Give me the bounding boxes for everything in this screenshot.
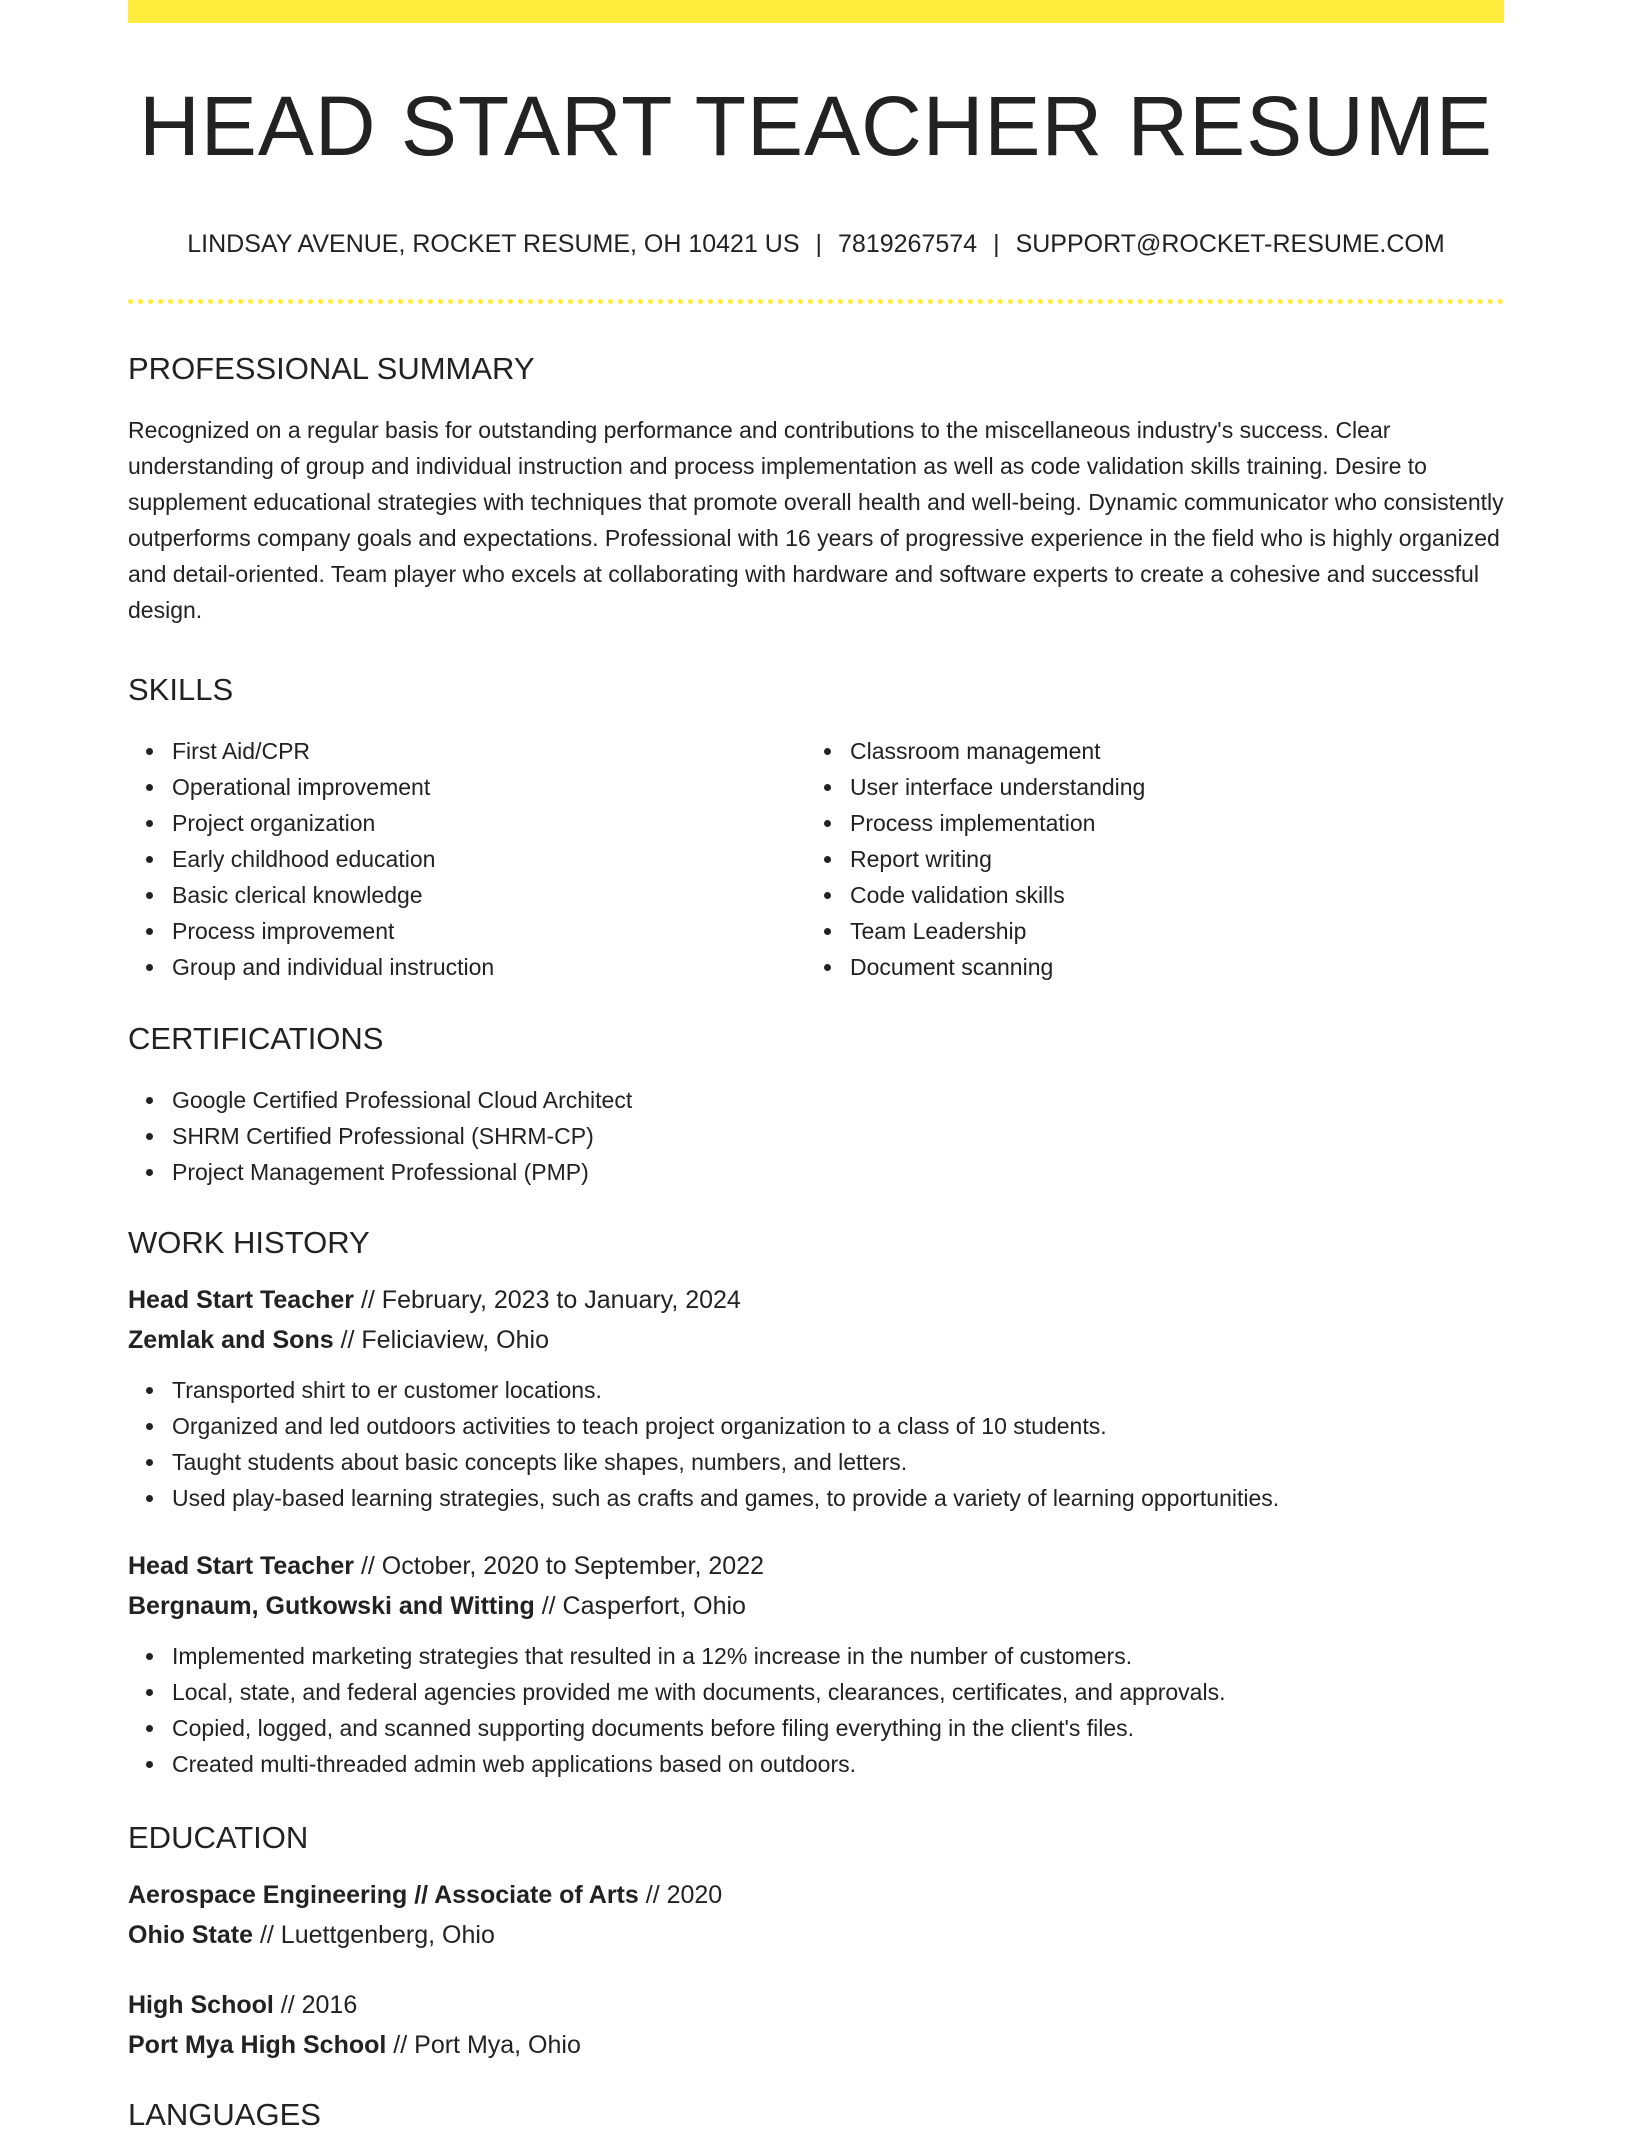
- skills-grid: [128, 733, 1504, 985]
- education-degree-line: [128, 1985, 1504, 2025]
- contact-line: [128, 232, 1504, 257]
- certification-item: Google Certified Professional Cloud Architect: [128, 1082, 1504, 1118]
- job-location: // Casperfort, Ohio: [534, 1592, 746, 1620]
- job-duty: Copied, logged, and scanned supporting documents before filing everything in the client's files.: [128, 1710, 1504, 1746]
- resume-page: [128, 0, 1504, 2130]
- job-duty: Taught students about basic concepts like shapes, numbers, and letters.: [128, 1444, 1504, 1480]
- skill-item: Early childhood education: [128, 841, 806, 877]
- skill-item: Classroom management: [806, 733, 1484, 769]
- contact-address: LINDSAY AVENUE, ROCKET RESUME, OH 10421 US: [187, 230, 800, 258]
- header-divider: [128, 299, 1504, 304]
- education-degree: Aerospace Engineering // Associate of Arts: [128, 1881, 639, 1909]
- skill-item: Document scanning: [806, 949, 1484, 985]
- job-duty: Used play-based learning strategies, such as crafts and games, to provide a variety of learning opportunities.: [128, 1480, 1504, 1516]
- education-degree: High School: [128, 1991, 274, 2019]
- skill-item: Process implementation: [806, 805, 1484, 841]
- certifications-list: [128, 1082, 1504, 1190]
- skill-item: Team Leadership: [806, 913, 1484, 949]
- job-duties-list: [128, 1638, 1504, 1782]
- job-company: Zemlak and Sons: [128, 1326, 334, 1354]
- education-location: // Port Mya, Ohio: [386, 2031, 581, 2059]
- skill-item: Report writing: [806, 841, 1484, 877]
- contact-phone: 7819267574: [838, 230, 978, 258]
- skills-heading: SKILLS: [128, 672, 234, 707]
- education-school-line: [128, 2025, 1504, 2065]
- work-history-heading: WORK HISTORY: [128, 1225, 370, 1260]
- education-school-line: [128, 1915, 1504, 1955]
- skill-item: Basic clerical knowledge: [128, 877, 806, 913]
- summary-text: Recognized on a regular basis for outstanding performance and contributions to the miscellaneous industry's success. Clear understanding of group and individual instruction and process implementation as well as code validation skills training. Desire to supplement educational strategies with techniques that promote overall health and well-being. Dynamic communicator who consistently outperforms company goals and expectations. Professional with 16 years of progressive experience in the field who is highly organized and detail-oriented. Team player who excels at collaborating with hardware and software experts to create a cohesive and successful design.: [128, 417, 1504, 623]
- skill-item: Operational improvement: [128, 769, 806, 805]
- education-heading: EDUCATION: [128, 1820, 309, 1855]
- job-title-line: [128, 1280, 1504, 1320]
- job-company-line: [128, 1320, 1504, 1360]
- job-company-line: [128, 1586, 1504, 1626]
- languages-heading: LANGUAGES: [128, 2097, 321, 2132]
- education-location: // Luettgenberg, Ohio: [253, 1921, 495, 1949]
- contact-separator: |: [993, 230, 1000, 258]
- job-duties-list: [128, 1372, 1504, 1516]
- skill-item: First Aid/CPR: [128, 733, 806, 769]
- job-company: Bergnaum, Gutkowski and Witting: [128, 1592, 535, 1620]
- summary-heading: PROFESSIONAL SUMMARY: [128, 351, 535, 386]
- job-role: Head Start Teacher: [128, 1552, 355, 1580]
- job-title-line: [128, 1546, 1504, 1586]
- job-duty: Created multi-threaded admin web applications based on outdoors.: [128, 1746, 1504, 1782]
- job-duty: Implemented marketing strategies that resulted in a 12% increase in the number of customers.: [128, 1638, 1504, 1674]
- certification-item: SHRM Certified Professional (SHRM-CP): [128, 1118, 1504, 1154]
- skill-item: Code validation skills: [806, 877, 1484, 913]
- job-role: Head Start Teacher: [128, 1286, 355, 1314]
- contact-email: SUPPORT@ROCKET-RESUME.COM: [1015, 230, 1445, 258]
- job-dates: // February, 2023 to January, 2024: [354, 1286, 741, 1314]
- skills-right-column: [806, 733, 1484, 985]
- job-duty: Organized and led outdoors activities to teach project organization to a class of 10 students.: [128, 1408, 1504, 1444]
- education-school: Port Mya High School: [128, 2031, 387, 2059]
- contact-separator: |: [815, 230, 823, 258]
- skills-left-column: [128, 733, 806, 985]
- education-year: // 2020: [638, 1881, 723, 1909]
- education-year: // 2016: [273, 1991, 358, 2019]
- education-school: Ohio State: [128, 1921, 254, 1949]
- resume-title: HEAD START TEACHER RESUME: [139, 79, 1493, 173]
- certification-item: Project Management Professional (PMP): [128, 1154, 1504, 1190]
- job-duty: Local, state, and federal agencies provided me with documents, clearances, certificates, and approvals.: [128, 1674, 1504, 1710]
- job-duty: Transported shirt to er customer locations.: [128, 1372, 1504, 1408]
- education-degree-line: [128, 1875, 1504, 1915]
- skill-item: Project organization: [128, 805, 806, 841]
- certifications-heading: CERTIFICATIONS: [128, 1021, 384, 1056]
- skill-item: User interface understanding: [806, 769, 1484, 805]
- job-location: // Feliciaview, Ohio: [333, 1326, 549, 1354]
- top-accent-bar: [128, 0, 1504, 23]
- skill-item: Process improvement: [128, 913, 806, 949]
- skill-item: Group and individual instruction: [128, 949, 806, 985]
- job-dates: // October, 2020 to September, 2022: [354, 1552, 765, 1580]
